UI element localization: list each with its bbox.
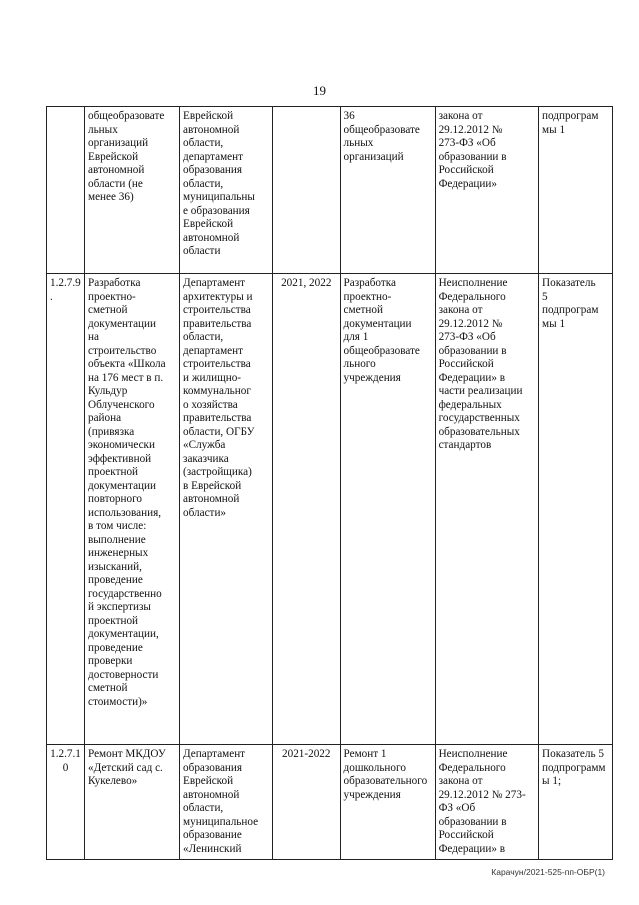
- measure-name-cell: Разработка проектно- сметной документации на строительство объекта «Школа на 176 мест в п. Кульдур Облученского района (привязка экономически эффективной проектной документации повторного использования, в том числе: выполнение инженерных изысканий, проведение государственно й экспертизы проектной документации, проведение проверки достоверности сметной стоимости)»: [85, 274, 180, 745]
- period-cell: [272, 107, 340, 274]
- result-cell: 36 общеобразовате льных организаций: [340, 107, 435, 274]
- period-cell: 2021-2022: [272, 745, 340, 860]
- indicator-cell: Показатель 5 подпрограм мы 1: [539, 274, 613, 745]
- table-row: [47, 274, 613, 745]
- result-cell: Разработка проектно- сметной документации для 1 общеобразовате льного учреждения: [340, 274, 435, 745]
- executor-cell: Департамент образования Еврейской автономной области, муниципальное образование «Ленинский: [180, 745, 273, 860]
- executor-cell: Еврейской автономной области, департамент образования области, муниципальны е образования Еврейской автономной области: [180, 107, 273, 274]
- document-registration-stamp: Карачун/2021-525-пп-ОБР(1): [491, 867, 605, 877]
- measure-name-cell: Ремонт МКДОУ «Детский сад с. Кукелево»: [85, 745, 180, 860]
- table-row: [47, 745, 613, 860]
- measure-number-cell: [47, 107, 85, 274]
- consequence-cell: Неисполнение Федерального закона от 29.12.2012 № 273-ФЗ «Об образовании в Российской Федерации» в части реализации федеральных государственных образовательных стандартов: [435, 274, 538, 745]
- consequence-cell: Неисполнение Федерального закона от 29.12.2012 № 273- ФЗ «Об образовании в Российской Федерации» в: [435, 745, 538, 860]
- measure-name-cell: общеобразовате льных организаций Еврейской автономной области (не менее 36): [85, 107, 180, 274]
- measure-number-cell: 1.2.7.9.: [47, 274, 85, 745]
- program-measures-table: [46, 106, 613, 860]
- executor-cell: Департамент архитектуры и строительства правительства области, департамент строительства и жилищно- коммунальног о хозяйства правительства области, ОГБУ «Служба заказчика (застройщика) в Еврейской автономной области»: [180, 274, 273, 745]
- measure-number-cell: 1.2.7.1 0: [47, 745, 85, 860]
- consequence-cell: закона от 29.12.2012 № 273-ФЗ «Об образовании в Российской Федерации»: [435, 107, 538, 274]
- table-row: [47, 107, 613, 274]
- indicator-cell: подпрограм мы 1: [539, 107, 613, 274]
- page-number: 19: [313, 83, 326, 98]
- result-cell: Ремонт 1 дошкольного образовательного учреждения: [340, 745, 435, 860]
- period-cell: 2021, 2022: [272, 274, 340, 745]
- indicator-cell: Показатель 5 подпрограмм ы 1;: [539, 745, 613, 860]
